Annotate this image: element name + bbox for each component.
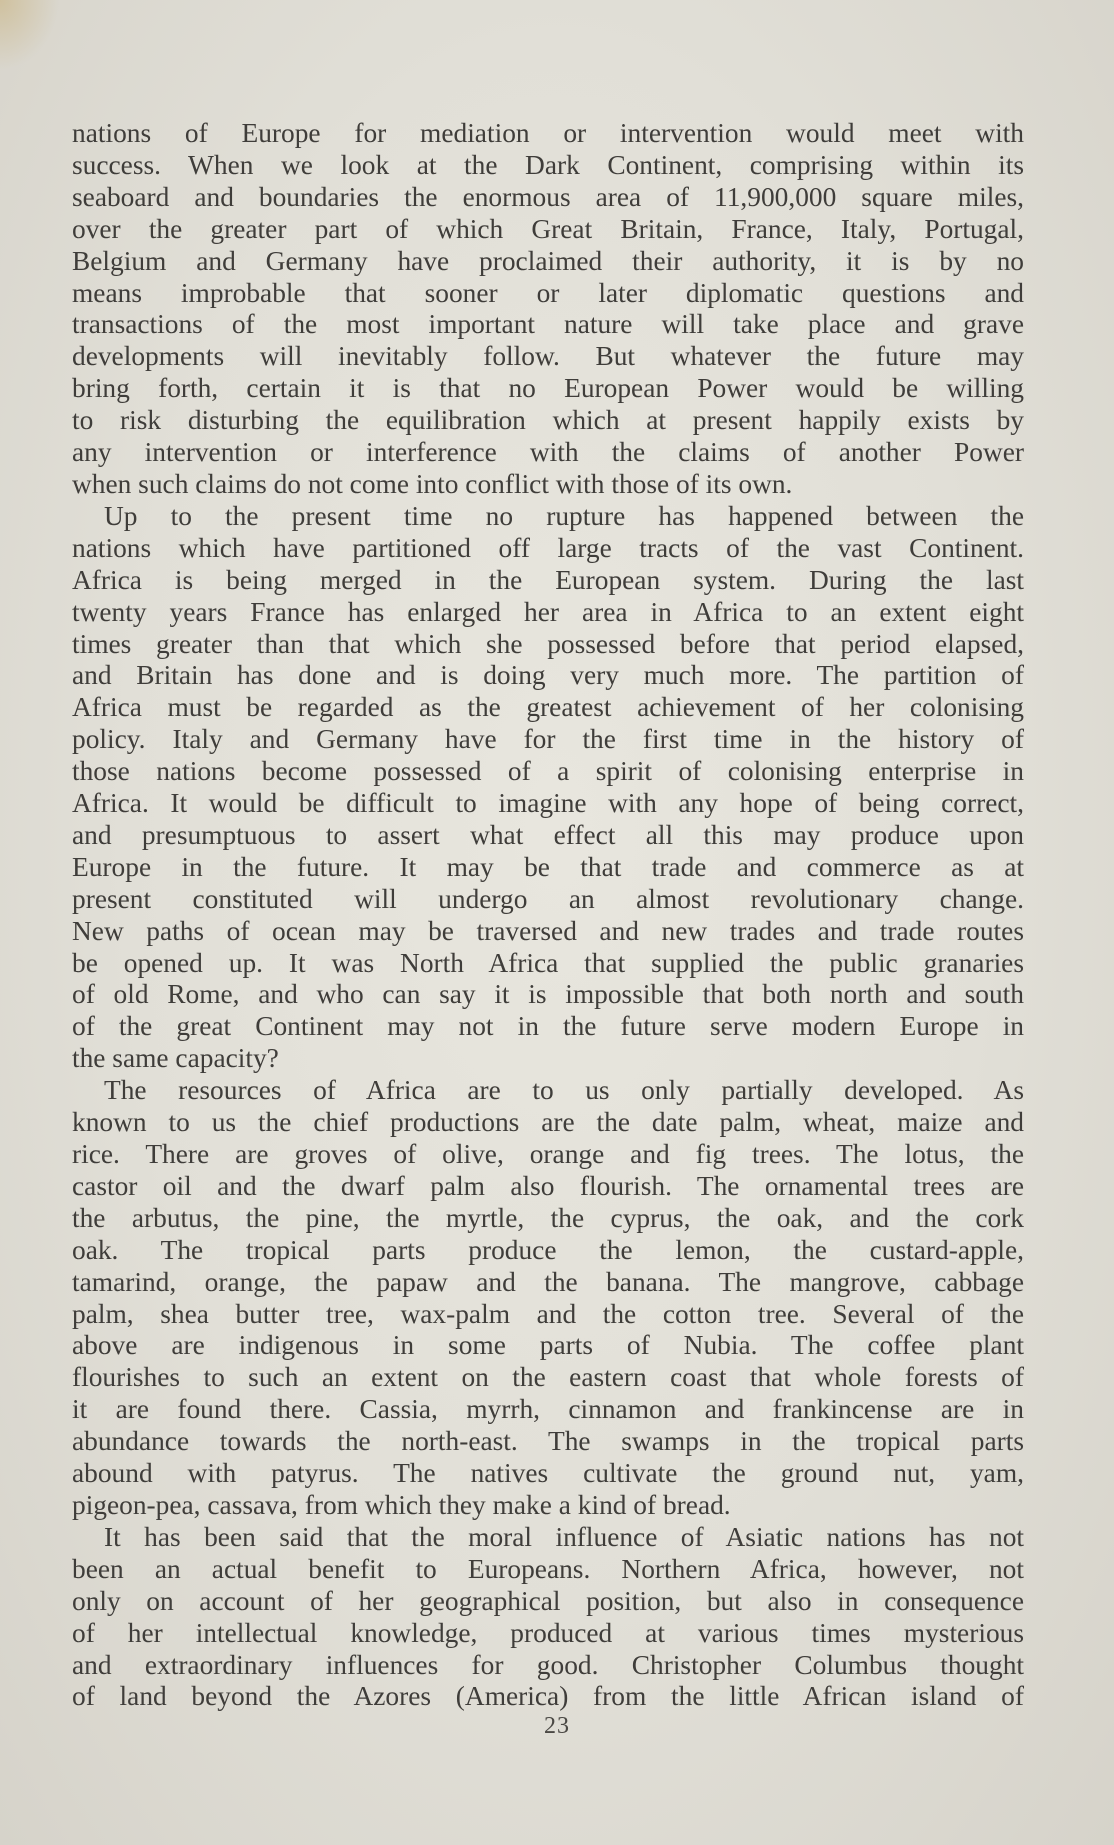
text-line: twenty years France has enlarged her area in Africa to an extent eight [72, 596, 1024, 627]
text-line: Europe in the future. It may be that trade and commerce as at [72, 851, 1024, 882]
text-line: Africa is being merged in the European system. During the last [72, 564, 1024, 595]
text-line: Africa. It would be difficult to imagine with any hope of being correct, [72, 788, 1024, 819]
text-line: of her intellectual knowledge, produced at various times mysterious [72, 1617, 1024, 1648]
text-line: Belgium and Germany have proclaimed their authority, it is by no [72, 245, 1024, 276]
text-line: and presumptuous to assert what effect all this may produce upon [72, 819, 1024, 850]
text-line: to risk disturbing the equilibration which at present happily exists by [72, 405, 1024, 436]
text-line: tamarind, orange, the papaw and the banana. The mangrove, cabbage [72, 1266, 1024, 1297]
text-line: the arbutus, the pine, the myrtle, the cyprus, the oak, and the cork [72, 1202, 1024, 1233]
text-line: flourishes to such an extent on the eastern coast that whole forests of [72, 1362, 1024, 1393]
text-line: policy. Italy and Germany have for the first time in the history of [72, 724, 1024, 755]
text-line: of the great Continent may not in the future serve modern Europe in [72, 1011, 1024, 1042]
text-line: pigeon-pea, cassava, from which they make a kind of bread. [72, 1489, 731, 1520]
text-line: the same capacity? [72, 1043, 279, 1074]
paragraph [72, 118, 1024, 501]
text-line: been an actual benefit to Europeans. Northern Africa, however, not [72, 1553, 1024, 1584]
text-line: over the greater part of which Great Britain, France, Italy, Portugal, [72, 213, 1024, 244]
text-line: present constituted will undergo an almost revolutionary change. [72, 883, 1024, 914]
text-line: It has been said that the moral influence of Asiatic nations has not [104, 1521, 1024, 1552]
text-line: abundance towards the north-east. The swamps in the tropical parts [72, 1426, 1024, 1457]
text-line: any intervention or interference with the claims of another Power [72, 437, 1024, 468]
text-line: Up to the present time no rupture has happened between the [104, 500, 1024, 531]
page-number: 23 [544, 1713, 570, 1739]
text-line: The resources of Africa are to us only partially developed. As [104, 1075, 1024, 1106]
text-line: and extraordinary influences for good. Christopher Columbus thought [72, 1649, 1024, 1680]
text-line: developments will inevitably follow. But whatever the future may [72, 341, 1024, 372]
text-line: success. When we look at the Dark Continent, comprising within its [72, 149, 1024, 180]
text-line: oak. The tropical parts produce the lemon, the custard-apple, [72, 1234, 1024, 1265]
text-line: of old Rome, and who can say it is impossible that both north and south [72, 979, 1024, 1010]
text-line: only on account of her geographical position, but also in consequence [72, 1585, 1024, 1616]
text-line: nations of Europe for mediation or intervention would meet with [72, 118, 1024, 148]
text-line: palm, shea butter tree, wax-palm and the cotton tree. Several of the [72, 1298, 1024, 1329]
text-line: above are indigenous in some parts of Nubia. The coffee plant [72, 1330, 1024, 1361]
text-line: nations which have partitioned off large tracts of the vast Continent. [72, 532, 1024, 563]
text-line: means improbable that sooner or later diplomatic questions and [72, 277, 1024, 308]
text-line: and Britain has done and is doing very much more. The partition of [72, 660, 1024, 691]
text-line: those nations become possessed of a spirit of colonising enterprise in [72, 756, 1024, 787]
paragraph [72, 501, 1024, 1075]
text-line: seaboard and boundaries the enormous area of 11,900,000 square miles, [72, 181, 1024, 212]
text-line: castor oil and the dwarf palm also flourish. The ornamental trees are [72, 1170, 1024, 1201]
text-line: it are found there. Cassia, myrrh, cinnamon and frankincense are in [72, 1394, 1024, 1425]
text-line: New paths of ocean may be traversed and new trades and trade routes [72, 915, 1024, 946]
text-line: Africa must be regarded as the greatest achievement of her colonising [72, 692, 1024, 723]
text-line: abound with patyrus. The natives cultivate the ground nut, yam, [72, 1458, 1024, 1489]
text-line: when such claims do not come into conflict with those of its own. [72, 468, 793, 499]
text-line: rice. There are groves of olive, orange and fig trees. The lotus, the [72, 1139, 1024, 1169]
text-line: times greater than that which she possessed before that period elapsed, [72, 628, 1024, 659]
page-stain [0, 0, 60, 70]
text-line: known to us the chief productions are the date palm, wheat, maize and [72, 1107, 1024, 1138]
text-line: transactions of the most important nature will take place and grave [72, 309, 1024, 340]
body-text [72, 118, 1024, 1713]
text-line: of land beyond the Azores (America) from the little African island of [72, 1681, 1024, 1712]
text-line: be opened up. It was North Africa that supplied the public granaries [72, 947, 1024, 978]
text-line: bring forth, certain it is that no European Power would be willing [72, 373, 1024, 404]
paragraph [72, 1522, 1024, 1713]
paragraph [72, 1075, 1024, 1522]
